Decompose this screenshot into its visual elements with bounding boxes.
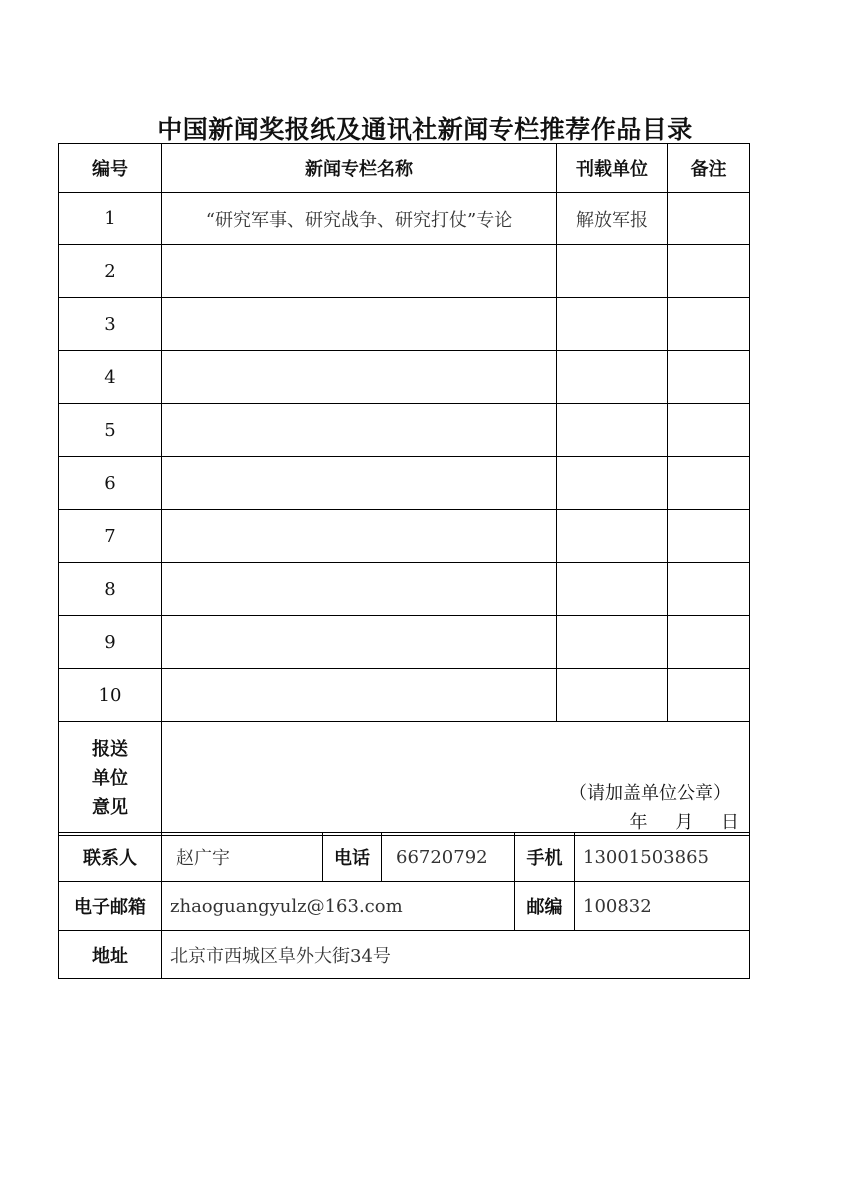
- table-row: [59, 245, 750, 298]
- row-remarks: [668, 193, 750, 245]
- row-number: 10: [59, 669, 162, 722]
- table-row: [59, 616, 750, 669]
- opinion-label: 报送 单位 意见: [59, 722, 162, 836]
- row-column-name: [162, 563, 557, 616]
- table-row: [59, 563, 750, 616]
- row-column-name: [162, 669, 557, 722]
- seal-note: （请加盖单位公章）: [569, 783, 731, 804]
- table-row: [59, 669, 750, 722]
- row-column-name: [162, 616, 557, 669]
- date-line: [608, 808, 739, 834]
- year-label: 年: [629, 812, 648, 833]
- row-number: 9: [59, 616, 162, 669]
- email-label: 电子邮箱: [59, 882, 162, 931]
- row-publisher: 解放军报: [557, 193, 668, 245]
- email-row: [59, 882, 750, 931]
- address-value: 北京市西城区阜外大街34号: [162, 931, 750, 979]
- table-row: [59, 351, 750, 404]
- row-remarks: [668, 510, 750, 563]
- month-label: 月: [675, 812, 694, 833]
- row-number: 6: [59, 457, 162, 510]
- opinion-field[interactable]: [162, 722, 750, 836]
- opinion-row: [59, 722, 750, 836]
- header-number: 编号: [59, 144, 162, 193]
- row-column-name: [162, 245, 557, 298]
- row-column-name: “研究军事、研究战争、研究打仗”专论: [162, 193, 557, 245]
- header-publisher: 刊载单位: [557, 144, 668, 193]
- row-remarks: [668, 351, 750, 404]
- contact-label: 联系人: [59, 833, 162, 882]
- row-number: 1: [59, 193, 162, 245]
- row-number: 2: [59, 245, 162, 298]
- phone-label: 电话: [323, 833, 382, 882]
- row-remarks: [668, 669, 750, 722]
- row-remarks: [668, 298, 750, 351]
- mobile-value: 13001503865: [575, 833, 750, 882]
- row-column-name: [162, 298, 557, 351]
- table-row: [59, 404, 750, 457]
- row-remarks: [668, 404, 750, 457]
- postcode-label: 邮编: [515, 882, 575, 931]
- row-number: 4: [59, 351, 162, 404]
- row-publisher: [557, 457, 668, 510]
- row-publisher: [557, 351, 668, 404]
- table-row: [59, 298, 750, 351]
- row-number: 7: [59, 510, 162, 563]
- address-row: [59, 931, 750, 979]
- row-publisher: [557, 510, 668, 563]
- mobile-label: 手机: [515, 833, 575, 882]
- row-column-name: [162, 457, 557, 510]
- table-row: [59, 457, 750, 510]
- document-title: 中国新闻奖报纸及通讯社新闻专栏推荐作品目录: [157, 115, 693, 144]
- table-row: [59, 510, 750, 563]
- row-remarks: [668, 616, 750, 669]
- row-number: 3: [59, 298, 162, 351]
- phone-value: 66720792: [382, 833, 515, 882]
- row-column-name: [162, 404, 557, 457]
- row-column-name: [162, 510, 557, 563]
- day-label: 日: [721, 812, 739, 833]
- contact-row: [59, 833, 750, 882]
- address-label: 地址: [59, 931, 162, 979]
- row-publisher: [557, 245, 668, 298]
- row-publisher: [557, 563, 668, 616]
- row-number: 5: [59, 404, 162, 457]
- row-number: 8: [59, 563, 162, 616]
- contact-table: [58, 832, 750, 979]
- contact-value: 赵广宇: [162, 833, 323, 882]
- row-remarks: [668, 457, 750, 510]
- row-column-name: [162, 351, 557, 404]
- header-column-name: 新闻专栏名称: [162, 144, 557, 193]
- works-table: [58, 143, 750, 836]
- row-publisher: [557, 404, 668, 457]
- header-row: [59, 144, 750, 193]
- table-row: [59, 193, 750, 245]
- postcode-value: 100832: [575, 882, 750, 931]
- email-value: zhaoguangyulz@163.com: [162, 882, 515, 931]
- header-remarks: 备注: [668, 144, 750, 193]
- row-remarks: [668, 245, 750, 298]
- row-publisher: [557, 616, 668, 669]
- row-publisher: [557, 298, 668, 351]
- row-remarks: [668, 563, 750, 616]
- row-publisher: [557, 669, 668, 722]
